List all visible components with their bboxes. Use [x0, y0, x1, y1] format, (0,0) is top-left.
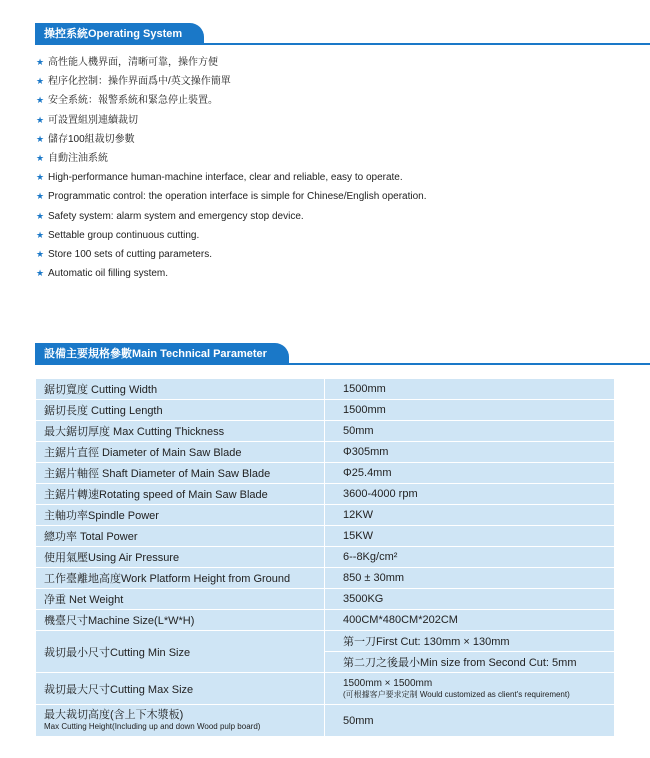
feature-text: Programmatic control: the operation interface is simple for Chinese/English operation. [48, 191, 427, 203]
param-value: 400CM*480CM*202CM [325, 610, 615, 631]
max-height-name-cn: 最大裁切高度(含上下木漿板) [44, 708, 184, 721]
star-icon: ★ [36, 248, 45, 259]
param-name: 總功率 Total Power [36, 526, 325, 547]
table-row [36, 705, 615, 737]
feature-item [36, 91, 636, 110]
feature-item [36, 53, 636, 72]
param-name: 工作臺離地高度Work Platform Height from Ground [36, 568, 325, 589]
star-icon: ★ [36, 76, 45, 87]
feature-item [36, 207, 636, 226]
param-value: Φ305mm [325, 442, 615, 463]
table-row [36, 421, 615, 442]
param-value: 3600-4000 rpm [325, 484, 615, 505]
table-row [36, 673, 615, 705]
param-value: 50mm [325, 705, 615, 737]
param-name: 主鋸片直徑 Diameter of Main Saw Blade [36, 442, 325, 463]
star-icon: ★ [36, 95, 45, 106]
feature-item [36, 111, 636, 130]
table-row [36, 526, 615, 547]
feature-item [36, 168, 636, 187]
table-row [36, 505, 615, 526]
star-icon: ★ [36, 210, 45, 221]
param-name: 主軸功率Spindle Power [36, 505, 325, 526]
feature-item [36, 72, 636, 91]
table-row [36, 400, 615, 421]
param-name: 裁切最大尺寸Cutting Max Size [36, 673, 325, 705]
feature-item [36, 226, 636, 245]
param-value: 15KW [325, 526, 615, 547]
param-value: 第二刀之後最小Min size from Second Cut: 5mm [325, 652, 615, 673]
operating-system-header [35, 23, 650, 45]
param-name: 主鋸片軸徑 Shaft Diameter of Main Saw Blade [36, 463, 325, 484]
table-row [36, 610, 615, 631]
feature-text: 程序化控制：操作界面爲中/英文操作簡單 [48, 76, 231, 88]
star-icon: ★ [36, 268, 45, 279]
feature-text: 安全系統：報警系統和緊急停止裝置。 [48, 95, 218, 107]
max-size-value: 1500mm × 1500mm [343, 677, 433, 689]
table-row [36, 547, 615, 568]
feature-text: 儲存100組裁切參數 [48, 133, 135, 145]
star-icon: ★ [36, 57, 45, 67]
param-name: 最大鋸切厚度 Max Cutting Thickness [36, 421, 325, 442]
star-icon: ★ [36, 172, 45, 183]
technical-parameter-header [35, 343, 650, 365]
max-height-name-en: Max Cutting Height(Including up and down Wood pulp board) [44, 721, 261, 731]
feature-item [36, 187, 636, 206]
param-name: 鋸切寬度 Cutting Width [36, 379, 325, 400]
feature-text: 自動注油系統 [48, 152, 108, 164]
table-row [36, 442, 615, 463]
table-row [36, 589, 615, 610]
max-size-note: (可根據客户要求定制 Would customized as client's requirement) [343, 689, 570, 699]
table-row [36, 484, 615, 505]
param-name [36, 705, 325, 737]
feature-text: High-performance human-machine interface, clear and reliable, easy to operate. [48, 172, 403, 184]
feature-text: Automatic oil filling system. [48, 268, 169, 280]
feature-item [36, 264, 636, 283]
feature-item [36, 245, 636, 264]
param-value: 3500KG [325, 589, 615, 610]
param-name: 净重 Net Weight [36, 589, 325, 610]
param-value: Φ25.4mm [325, 463, 615, 484]
parameter-table [35, 378, 615, 737]
feature-text: Safety system: alarm system and emergency stop device. [48, 210, 304, 222]
param-name: 裁切最小尺寸Cutting Min Size [36, 631, 325, 673]
technical-parameter-title: 設備主要規格參數Main Technical Parameter [35, 343, 289, 365]
feature-item [36, 130, 636, 149]
param-name: 使用氣壓Using Air Pressure [36, 547, 325, 568]
feature-text: Store 100 sets of cutting parameters. [48, 248, 212, 260]
table-row [36, 568, 615, 589]
table-row [36, 631, 615, 652]
table-row [36, 379, 615, 400]
operating-system-title: 操控系統Operating System [35, 23, 204, 45]
param-value: 1500mm [325, 400, 615, 421]
feature-text: 可設置組別連續裁切 [48, 114, 138, 126]
table-row [36, 463, 615, 484]
param-value: 50mm [325, 421, 615, 442]
star-icon: ★ [36, 133, 45, 144]
star-icon: ★ [36, 229, 45, 240]
star-icon: ★ [36, 191, 45, 202]
param-name: 機臺尺寸Machine Size(L*W*H) [36, 610, 325, 631]
param-value: 850 ± 30mm [325, 568, 615, 589]
param-value: 第一刀First Cut: 130mm × 130mm [325, 631, 615, 652]
star-icon: ★ [36, 114, 45, 125]
feature-list [36, 53, 636, 283]
star-icon: ★ [36, 152, 45, 163]
feature-text: 高性能人機界面，清晰可靠，操作方便 [48, 57, 218, 68]
feature-item [36, 149, 636, 168]
param-value: 1500mm [325, 379, 615, 400]
feature-text: Settable group continuous cutting. [48, 229, 200, 241]
param-value [325, 673, 615, 705]
param-value: 12KW [325, 505, 615, 526]
param-value: 6--8Kg/cm² [325, 547, 615, 568]
param-name: 鋸切長度 Cutting Length [36, 400, 325, 421]
param-name: 主鋸片轉速Rotating speed of Main Saw Blade [36, 484, 325, 505]
